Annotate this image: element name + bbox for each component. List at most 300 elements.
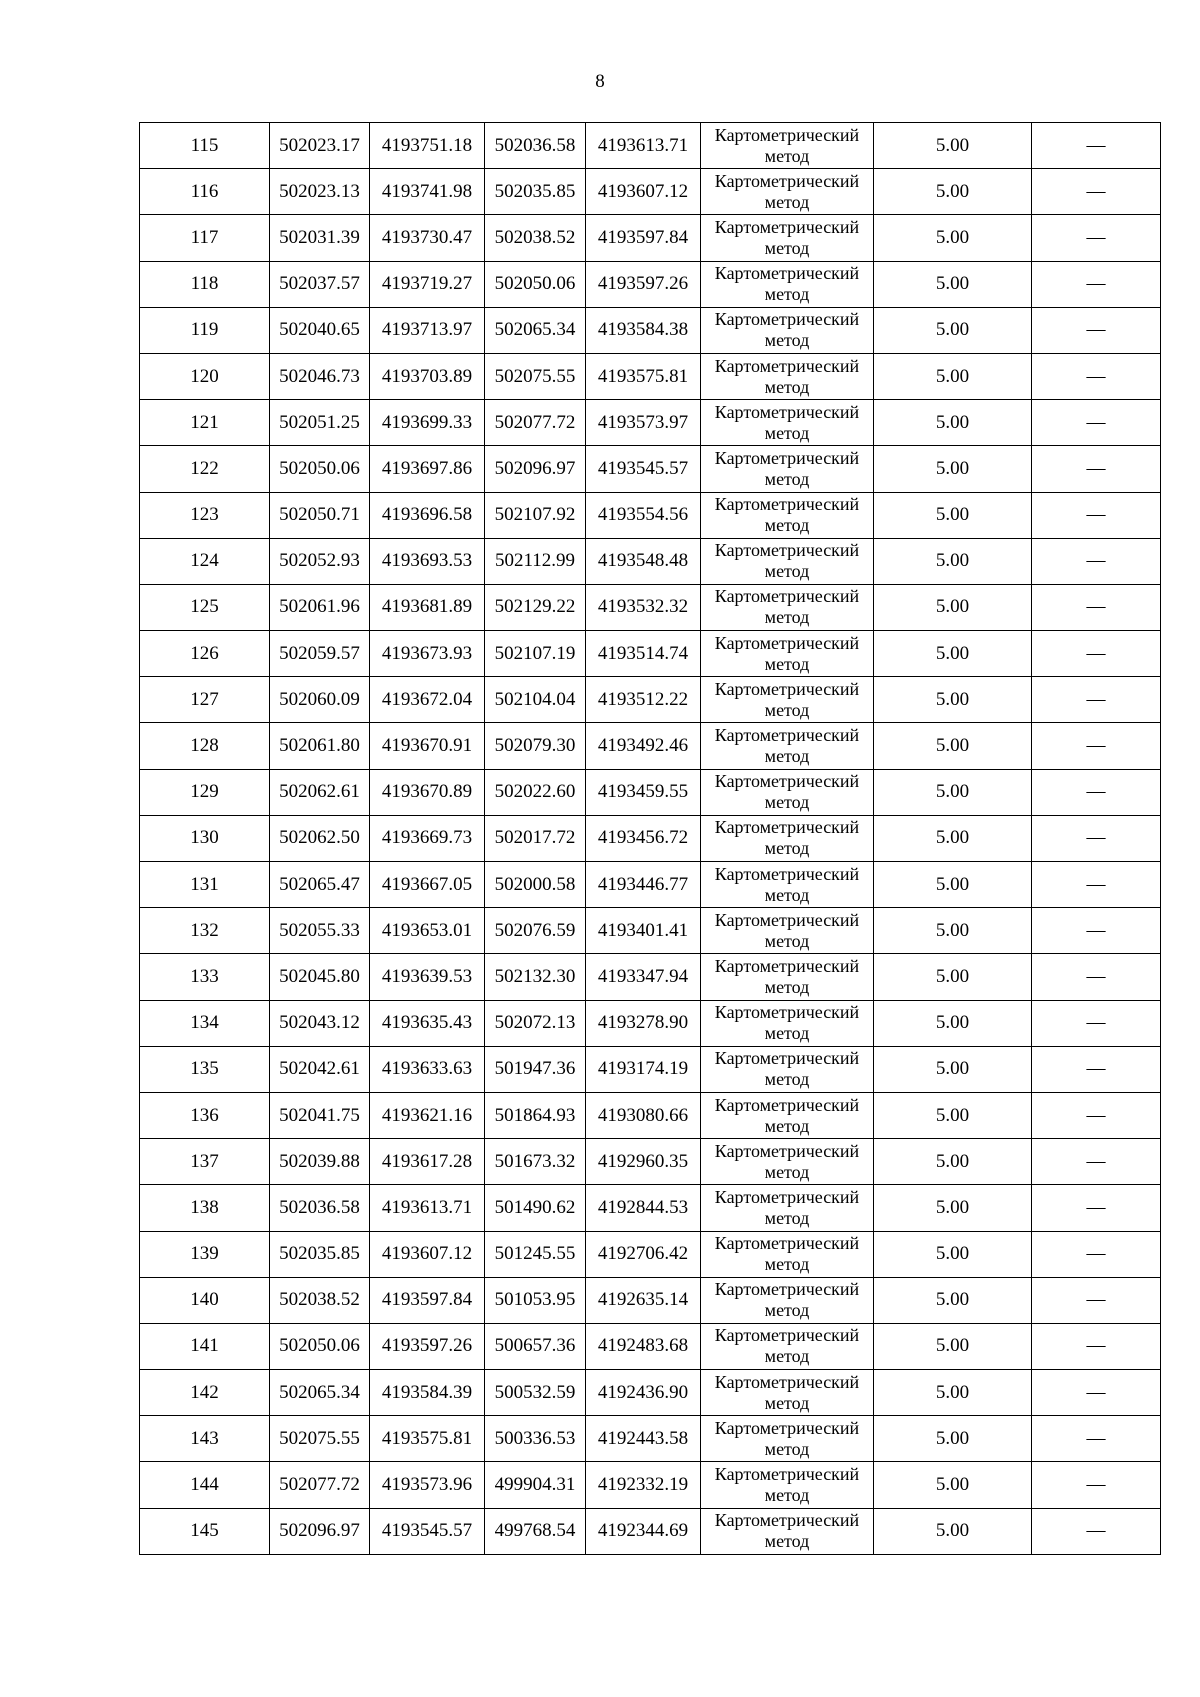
note-cell: — — [1032, 123, 1161, 169]
note-cell: — — [1032, 1370, 1161, 1416]
accuracy-cell: 5.00 — [874, 169, 1032, 215]
y-end-cell: 4192706.42 — [586, 1231, 701, 1277]
accuracy-cell: 5.00 — [874, 1508, 1032, 1554]
x-end-cell: 501053.95 — [485, 1277, 586, 1323]
point-number-cell: 123 — [140, 492, 270, 538]
x-start-cell: 502050.06 — [270, 446, 370, 492]
method-cell — [701, 815, 874, 861]
x-start-cell: 502037.57 — [270, 261, 370, 307]
method-cell — [701, 769, 874, 815]
point-number-cell: 129 — [140, 769, 270, 815]
method-cell — [701, 353, 874, 399]
note-cell: — — [1032, 400, 1161, 446]
table-body — [140, 123, 1161, 1555]
y-end-cell: 4193278.90 — [586, 1000, 701, 1046]
x-start-cell: 502061.80 — [270, 723, 370, 769]
table-row — [140, 492, 1161, 538]
y-end-cell: 4193532.32 — [586, 584, 701, 630]
table-row — [140, 261, 1161, 307]
table-row — [140, 677, 1161, 723]
method-cell — [701, 862, 874, 908]
y-end-cell: 4193080.66 — [586, 1092, 701, 1138]
note-cell: — — [1032, 815, 1161, 861]
y-end-cell: 4193446.77 — [586, 862, 701, 908]
accuracy-cell: 5.00 — [874, 1416, 1032, 1462]
method-cell — [701, 1185, 874, 1231]
y-start-cell: 4193713.97 — [370, 307, 485, 353]
note-cell: — — [1032, 1185, 1161, 1231]
note-cell: — — [1032, 538, 1161, 584]
x-end-cell: 502104.04 — [485, 677, 586, 723]
y-start-cell: 4193672.04 — [370, 677, 485, 723]
method-cell — [701, 261, 874, 307]
y-start-cell: 4193751.18 — [370, 123, 485, 169]
y-end-cell: 4193607.12 — [586, 169, 701, 215]
y-start-cell: 4193635.43 — [370, 1000, 485, 1046]
table-row — [140, 769, 1161, 815]
y-end-cell: 4192443.58 — [586, 1416, 701, 1462]
x-start-cell: 502052.93 — [270, 538, 370, 584]
note-cell: — — [1032, 769, 1161, 815]
x-end-cell: 502072.13 — [485, 1000, 586, 1046]
y-start-cell: 4193699.33 — [370, 400, 485, 446]
point-number-cell: 140 — [140, 1277, 270, 1323]
note-cell: — — [1032, 1508, 1161, 1554]
method-text: Картометрический метод — [714, 1002, 860, 1044]
y-start-cell: 4193669.73 — [370, 815, 485, 861]
x-end-cell: 502065.34 — [485, 307, 586, 353]
point-number-cell: 142 — [140, 1370, 270, 1416]
y-end-cell: 4193401.41 — [586, 908, 701, 954]
x-start-cell: 502062.50 — [270, 815, 370, 861]
point-number-cell: 122 — [140, 446, 270, 492]
table-row — [140, 862, 1161, 908]
x-end-cell: 502000.58 — [485, 862, 586, 908]
coordinates-table — [139, 122, 1161, 1555]
point-number-cell: 145 — [140, 1508, 270, 1554]
point-number-cell: 134 — [140, 1000, 270, 1046]
y-start-cell: 4193613.71 — [370, 1185, 485, 1231]
table-row — [140, 1046, 1161, 1092]
x-end-cell: 502075.55 — [485, 353, 586, 399]
x-start-cell: 502062.61 — [270, 769, 370, 815]
y-start-cell: 4193617.28 — [370, 1139, 485, 1185]
x-start-cell: 502065.34 — [270, 1370, 370, 1416]
method-cell — [701, 307, 874, 353]
y-end-cell: 4193456.72 — [586, 815, 701, 861]
x-end-cell: 502107.19 — [485, 631, 586, 677]
note-cell: — — [1032, 1231, 1161, 1277]
point-number-cell: 133 — [140, 954, 270, 1000]
method-cell — [701, 954, 874, 1000]
point-number-cell: 131 — [140, 862, 270, 908]
accuracy-cell: 5.00 — [874, 538, 1032, 584]
point-number-cell: 137 — [140, 1139, 270, 1185]
accuracy-cell: 5.00 — [874, 815, 1032, 861]
method-text: Картометрический метод — [714, 494, 860, 536]
accuracy-cell: 5.00 — [874, 1462, 1032, 1508]
x-start-cell: 502023.17 — [270, 123, 370, 169]
x-start-cell: 502061.96 — [270, 584, 370, 630]
y-start-cell: 4193633.63 — [370, 1046, 485, 1092]
method-text: Картометрический метод — [714, 1417, 860, 1459]
y-end-cell: 4192960.35 — [586, 1139, 701, 1185]
accuracy-cell: 5.00 — [874, 215, 1032, 261]
method-text: Картометрический метод — [714, 309, 860, 351]
y-start-cell: 4193545.57 — [370, 1508, 485, 1554]
method-cell — [701, 400, 874, 446]
accuracy-cell: 5.00 — [874, 723, 1032, 769]
x-end-cell: 502076.59 — [485, 908, 586, 954]
method-text: Картометрический метод — [714, 771, 860, 813]
accuracy-cell: 5.00 — [874, 1092, 1032, 1138]
y-start-cell: 4193653.01 — [370, 908, 485, 954]
accuracy-cell: 5.00 — [874, 908, 1032, 954]
method-cell — [701, 677, 874, 723]
y-start-cell: 4193697.86 — [370, 446, 485, 492]
accuracy-cell: 5.00 — [874, 1139, 1032, 1185]
x-end-cell: 500532.59 — [485, 1370, 586, 1416]
point-number-cell: 126 — [140, 631, 270, 677]
table-row — [140, 1277, 1161, 1323]
note-cell: — — [1032, 446, 1161, 492]
accuracy-cell: 5.00 — [874, 492, 1032, 538]
point-number-cell: 124 — [140, 538, 270, 584]
table-row — [140, 1462, 1161, 1508]
table-row — [140, 1323, 1161, 1369]
x-start-cell: 502043.12 — [270, 1000, 370, 1046]
table-row — [140, 123, 1161, 169]
x-end-cell: 502107.92 — [485, 492, 586, 538]
x-start-cell: 502077.72 — [270, 1462, 370, 1508]
x-end-cell: 502022.60 — [485, 769, 586, 815]
y-start-cell: 4193703.89 — [370, 353, 485, 399]
y-end-cell: 4192332.19 — [586, 1462, 701, 1508]
method-cell — [701, 1000, 874, 1046]
method-text: Картометрический метод — [714, 1048, 860, 1090]
table-row — [140, 169, 1161, 215]
table-row — [140, 1092, 1161, 1138]
point-number-cell: 119 — [140, 307, 270, 353]
accuracy-cell: 5.00 — [874, 584, 1032, 630]
x-start-cell: 502040.65 — [270, 307, 370, 353]
x-start-cell: 502045.80 — [270, 954, 370, 1000]
x-end-cell: 499768.54 — [485, 1508, 586, 1554]
y-end-cell: 4193514.74 — [586, 631, 701, 677]
y-start-cell: 4193575.81 — [370, 1416, 485, 1462]
accuracy-cell: 5.00 — [874, 1000, 1032, 1046]
table-row — [140, 353, 1161, 399]
point-number-cell: 139 — [140, 1231, 270, 1277]
note-cell: — — [1032, 215, 1161, 261]
point-number-cell: 143 — [140, 1416, 270, 1462]
method-text: Картометрический метод — [714, 124, 860, 166]
y-start-cell: 4193597.84 — [370, 1277, 485, 1323]
point-number-cell: 121 — [140, 400, 270, 446]
method-cell — [701, 123, 874, 169]
y-end-cell: 4193597.26 — [586, 261, 701, 307]
note-cell: — — [1032, 677, 1161, 723]
y-start-cell: 4193621.16 — [370, 1092, 485, 1138]
x-start-cell: 502060.09 — [270, 677, 370, 723]
method-cell — [701, 492, 874, 538]
accuracy-cell: 5.00 — [874, 631, 1032, 677]
page-number: 8 — [595, 71, 605, 92]
y-start-cell: 4193670.89 — [370, 769, 485, 815]
table-row — [140, 1139, 1161, 1185]
point-number-cell: 118 — [140, 261, 270, 307]
y-start-cell: 4193681.89 — [370, 584, 485, 630]
y-end-cell: 4193597.84 — [586, 215, 701, 261]
x-end-cell: 501245.55 — [485, 1231, 586, 1277]
method-text: Картометрический метод — [714, 1233, 860, 1275]
y-end-cell: 4193575.81 — [586, 353, 701, 399]
method-cell — [701, 1323, 874, 1369]
method-text: Картометрический метод — [714, 817, 860, 859]
y-end-cell: 4192436.90 — [586, 1370, 701, 1416]
table-row — [140, 954, 1161, 1000]
point-number-cell: 127 — [140, 677, 270, 723]
x-start-cell: 502051.25 — [270, 400, 370, 446]
y-start-cell: 4193693.53 — [370, 538, 485, 584]
table-row — [140, 815, 1161, 861]
table-row — [140, 215, 1161, 261]
table-row — [140, 307, 1161, 353]
accuracy-cell: 5.00 — [874, 123, 1032, 169]
x-end-cell: 501864.93 — [485, 1092, 586, 1138]
y-end-cell: 4193584.38 — [586, 307, 701, 353]
note-cell: — — [1032, 1416, 1161, 1462]
point-number-cell: 144 — [140, 1462, 270, 1508]
method-text: Картометрический метод — [714, 1094, 860, 1136]
y-end-cell: 4192344.69 — [586, 1508, 701, 1554]
method-cell — [701, 215, 874, 261]
table-row — [140, 1231, 1161, 1277]
y-end-cell: 4193573.97 — [586, 400, 701, 446]
method-text: Картометрический метод — [714, 632, 860, 674]
y-start-cell: 4193607.12 — [370, 1231, 485, 1277]
method-text: Картометрический метод — [714, 909, 860, 951]
method-cell — [701, 1092, 874, 1138]
y-end-cell: 4193545.57 — [586, 446, 701, 492]
note-cell: — — [1032, 1092, 1161, 1138]
y-start-cell: 4193667.05 — [370, 862, 485, 908]
table-row — [140, 400, 1161, 446]
method-text: Картометрический метод — [714, 725, 860, 767]
note-cell: — — [1032, 169, 1161, 215]
x-end-cell: 502036.58 — [485, 123, 586, 169]
method-text: Картометрический метод — [714, 586, 860, 628]
method-text: Картометрический метод — [714, 1325, 860, 1367]
method-cell — [701, 908, 874, 954]
x-start-cell: 502031.39 — [270, 215, 370, 261]
y-end-cell: 4192635.14 — [586, 1277, 701, 1323]
method-cell — [701, 446, 874, 492]
x-end-cell: 502035.85 — [485, 169, 586, 215]
accuracy-cell: 5.00 — [874, 1370, 1032, 1416]
note-cell: — — [1032, 1000, 1161, 1046]
x-end-cell: 502038.52 — [485, 215, 586, 261]
method-text: Картометрический метод — [714, 170, 860, 212]
note-cell: — — [1032, 307, 1161, 353]
accuracy-cell: 5.00 — [874, 1323, 1032, 1369]
method-cell — [701, 723, 874, 769]
y-start-cell: 4193573.96 — [370, 1462, 485, 1508]
x-start-cell: 502050.06 — [270, 1323, 370, 1369]
point-number-cell: 136 — [140, 1092, 270, 1138]
x-end-cell: 502112.99 — [485, 538, 586, 584]
note-cell: — — [1032, 353, 1161, 399]
x-start-cell: 502035.85 — [270, 1231, 370, 1277]
x-end-cell: 502096.97 — [485, 446, 586, 492]
point-number-cell: 115 — [140, 123, 270, 169]
x-end-cell: 502050.06 — [485, 261, 586, 307]
y-start-cell: 4193597.26 — [370, 1323, 485, 1369]
method-cell — [701, 1231, 874, 1277]
method-cell — [701, 1370, 874, 1416]
table-row — [140, 1000, 1161, 1046]
y-end-cell: 4193512.22 — [586, 677, 701, 723]
point-number-cell: 117 — [140, 215, 270, 261]
point-number-cell: 125 — [140, 584, 270, 630]
table-row — [140, 1185, 1161, 1231]
method-text: Картометрический метод — [714, 1371, 860, 1413]
x-end-cell: 499904.31 — [485, 1462, 586, 1508]
x-start-cell: 502042.61 — [270, 1046, 370, 1092]
x-end-cell: 501490.62 — [485, 1185, 586, 1231]
accuracy-cell: 5.00 — [874, 307, 1032, 353]
x-end-cell: 502129.22 — [485, 584, 586, 630]
note-cell: — — [1032, 954, 1161, 1000]
note-cell: — — [1032, 1462, 1161, 1508]
table-row — [140, 908, 1161, 954]
method-text: Картометрический метод — [714, 678, 860, 720]
x-start-cell: 502065.47 — [270, 862, 370, 908]
accuracy-cell: 5.00 — [874, 400, 1032, 446]
method-text: Картометрический метод — [714, 1186, 860, 1228]
note-cell: — — [1032, 723, 1161, 769]
x-end-cell: 502017.72 — [485, 815, 586, 861]
method-text: Картометрический метод — [714, 355, 860, 397]
method-text: Картометрический метод — [714, 955, 860, 997]
method-cell — [701, 631, 874, 677]
method-text: Картометрический метод — [714, 1510, 860, 1552]
table-row — [140, 631, 1161, 677]
table-row — [140, 538, 1161, 584]
x-start-cell: 502096.97 — [270, 1508, 370, 1554]
method-cell — [701, 1416, 874, 1462]
point-number-cell: 135 — [140, 1046, 270, 1092]
method-cell — [701, 169, 874, 215]
x-end-cell: 502132.30 — [485, 954, 586, 1000]
accuracy-cell: 5.00 — [874, 446, 1032, 492]
note-cell: — — [1032, 908, 1161, 954]
method-text: Картометрический метод — [714, 401, 860, 443]
x-end-cell: 502077.72 — [485, 400, 586, 446]
method-text: Картометрический метод — [714, 447, 860, 489]
accuracy-cell: 5.00 — [874, 677, 1032, 723]
x-end-cell: 501947.36 — [485, 1046, 586, 1092]
method-text: Картометрический метод — [714, 1140, 860, 1182]
y-end-cell: 4193613.71 — [586, 123, 701, 169]
accuracy-cell: 5.00 — [874, 1046, 1032, 1092]
y-end-cell: 4192844.53 — [586, 1185, 701, 1231]
accuracy-cell: 5.00 — [874, 1231, 1032, 1277]
y-end-cell: 4193492.46 — [586, 723, 701, 769]
table-row — [140, 1508, 1161, 1554]
method-cell — [701, 1139, 874, 1185]
method-cell — [701, 1046, 874, 1092]
x-start-cell: 502039.88 — [270, 1139, 370, 1185]
x-start-cell: 502023.13 — [270, 169, 370, 215]
method-text: Картометрический метод — [714, 863, 860, 905]
y-start-cell: 4193730.47 — [370, 215, 485, 261]
x-start-cell: 502050.71 — [270, 492, 370, 538]
table-row — [140, 446, 1161, 492]
x-end-cell: 500657.36 — [485, 1323, 586, 1369]
y-start-cell: 4193584.39 — [370, 1370, 485, 1416]
method-text: Картометрический метод — [714, 216, 860, 258]
x-start-cell: 502046.73 — [270, 353, 370, 399]
y-end-cell: 4193347.94 — [586, 954, 701, 1000]
y-start-cell: 4193741.98 — [370, 169, 485, 215]
y-start-cell: 4193639.53 — [370, 954, 485, 1000]
method-cell — [701, 1462, 874, 1508]
x-start-cell: 502036.58 — [270, 1185, 370, 1231]
table-row — [140, 723, 1161, 769]
accuracy-cell: 5.00 — [874, 261, 1032, 307]
note-cell: — — [1032, 261, 1161, 307]
y-end-cell: 4193548.48 — [586, 538, 701, 584]
note-cell: — — [1032, 1046, 1161, 1092]
method-cell — [701, 1277, 874, 1323]
point-number-cell: 132 — [140, 908, 270, 954]
accuracy-cell: 5.00 — [874, 862, 1032, 908]
method-cell — [701, 538, 874, 584]
note-cell: — — [1032, 584, 1161, 630]
x-start-cell: 502075.55 — [270, 1416, 370, 1462]
note-cell: — — [1032, 492, 1161, 538]
x-start-cell: 502059.57 — [270, 631, 370, 677]
method-text: Картометрический метод — [714, 540, 860, 582]
point-number-cell: 128 — [140, 723, 270, 769]
x-start-cell: 502038.52 — [270, 1277, 370, 1323]
x-end-cell: 500336.53 — [485, 1416, 586, 1462]
accuracy-cell: 5.00 — [874, 1277, 1032, 1323]
point-number-cell: 130 — [140, 815, 270, 861]
method-text: Картометрический метод — [714, 1279, 860, 1321]
accuracy-cell: 5.00 — [874, 353, 1032, 399]
accuracy-cell: 5.00 — [874, 954, 1032, 1000]
y-start-cell: 4193719.27 — [370, 261, 485, 307]
y-start-cell: 4193696.58 — [370, 492, 485, 538]
x-end-cell: 502079.30 — [485, 723, 586, 769]
note-cell: — — [1032, 1139, 1161, 1185]
y-end-cell: 4192483.68 — [586, 1323, 701, 1369]
x-end-cell: 501673.32 — [485, 1139, 586, 1185]
table-row — [140, 584, 1161, 630]
accuracy-cell: 5.00 — [874, 769, 1032, 815]
y-start-cell: 4193670.91 — [370, 723, 485, 769]
method-cell — [701, 584, 874, 630]
note-cell: — — [1032, 631, 1161, 677]
note-cell: — — [1032, 1323, 1161, 1369]
note-cell: — — [1032, 862, 1161, 908]
point-number-cell: 116 — [140, 169, 270, 215]
accuracy-cell: 5.00 — [874, 1185, 1032, 1231]
y-start-cell: 4193673.93 — [370, 631, 485, 677]
x-start-cell: 502041.75 — [270, 1092, 370, 1138]
